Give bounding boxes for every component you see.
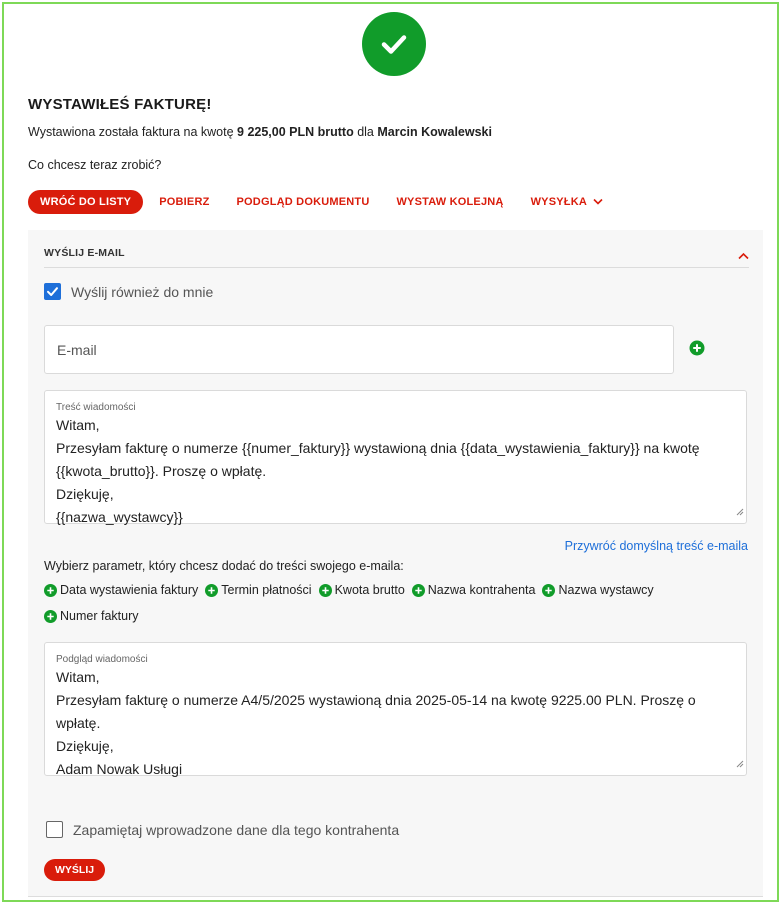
success-check-icon [362,12,426,76]
param-list [44,582,724,624]
resize-handle-icon[interactable] [736,755,744,773]
client-name: Marcin Kowalewski [377,125,492,139]
plus-circle-icon [205,584,218,597]
param-intro: Wybierz parametr, który chcesz dodać do treści swojego e-maila: [44,559,404,573]
preview-body: Witam, Przesyłam fakturę o numerze A4/5/2025 wystawioną dnia 2025-05-14 na kwotę 9225.00 PLN. Proszę o wpłatę. Dziękuję, Adam Nowak Usługi [56,669,696,777]
shipping-dropdown[interactable] [531,196,603,208]
chevron-down-icon [593,196,603,208]
issue-another-button[interactable]: WYSTAW KOLEJNĄ [396,196,504,208]
param-issue-date[interactable] [44,582,198,598]
action-bar [28,190,603,214]
plus-circle-icon [44,610,57,623]
message-textarea[interactable] [44,390,747,524]
send-copy-row[interactable] [44,283,213,300]
summary-prefix: Wystawiona została faktura na kwotę [28,125,238,139]
next-step-question: Co chcesz teraz zrobić? [28,158,162,172]
remember-data-label: Zapamiętaj wprowadzone dane dla tego kontrahenta [73,821,400,838]
param-issuer-name[interactable] [542,582,653,598]
param-due-date[interactable] [205,582,311,598]
remember-data-row[interactable] [46,821,399,838]
plus-circle-icon [319,584,332,597]
param-label: Termin płatności [221,583,312,597]
message-preview-box[interactable] [44,642,747,776]
param-invoice-number[interactable] [44,608,139,624]
param-label: Nazwa wystawcy [558,583,654,597]
download-button[interactable]: POBIERZ [159,196,210,208]
param-label: Kwota brutto [334,583,405,597]
param-gross-amount[interactable] [319,582,405,598]
param-label: Nazwa kontrahenta [427,583,536,597]
plus-circle-icon [542,584,555,597]
success-dialog [2,2,779,902]
panel-title: WYŚLIJ E-MAIL [44,247,125,259]
email-field[interactable] [45,326,673,373]
page-title: WYSTAWIŁEŚ FAKTURĘ! [28,96,212,113]
checkbox-unchecked-icon[interactable] [46,821,63,838]
summary-mid: dla [353,125,378,139]
send-button[interactable]: WYŚLIJ [44,859,105,881]
send-email-panel [28,230,763,897]
plus-circle-icon [412,584,425,597]
document-preview-button[interactable]: PODGLĄD DOKUMENTU [236,196,370,208]
back-to-list-button[interactable]: WRÓĆ DO LISTY [28,190,143,214]
plus-circle-icon [44,584,57,597]
preview-label: Podgląd wiadomości [56,654,148,665]
collapse-chevron-up-icon[interactable] [738,247,749,265]
restore-default-link[interactable]: Przywróć domyślną treść e-maila [564,539,748,553]
checkbox-checked-icon[interactable] [44,283,61,300]
shipping-label: WYSYŁKA [530,196,587,208]
add-email-plus-icon[interactable] [689,340,705,361]
invoice-summary [28,125,492,139]
param-label: Numer faktury [60,609,139,623]
email-field-container [44,325,674,374]
param-label: Data wystawienia faktury [60,583,199,597]
send-copy-label: Wyślij również do mnie [71,283,214,300]
invoice-amount: 9 225,00 PLN brutto [237,125,354,139]
message-label: Treść wiadomości [56,402,136,413]
divider [44,267,749,268]
resize-handle-icon[interactable] [736,503,744,521]
message-body[interactable]: Witam, Przesyłam fakturę o numerze {{numer_faktury}} wystawioną dnia {{data_wystawienia_faktury}} na kwotę {{kwota_brutto}}. Proszę o wpłatę. Dziękuję, {{nazwa_wystawcy}} [56,417,700,525]
param-client-name[interactable] [412,582,536,598]
